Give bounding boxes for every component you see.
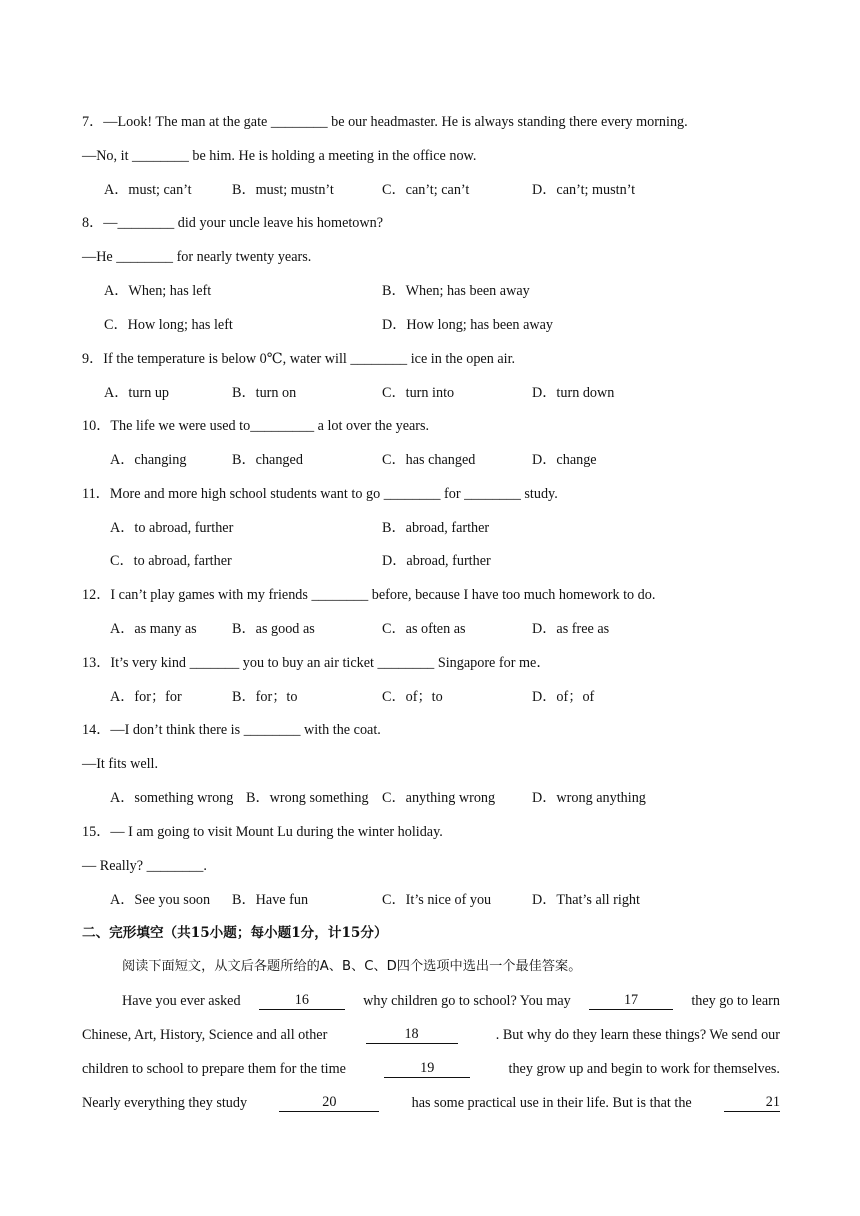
question-14-option-a: A．something wrong [110,790,234,806]
question-15-option-c: C．It’s nice of you [382,892,492,908]
question-12-option-b: B．as good as [232,621,315,637]
question-10-option-b: B．changed [232,452,303,468]
section-2-instruction: 阅读下面短文，从文后各题所给的A、B、C、D四个选项中选出一个最佳答案。 [122,959,582,974]
question-7-prompt: 7．—Look! The man at the gate ________ be our headmaster. He is always standing there every morning. [82,114,688,130]
question-14-reply: —It fits well. [82,756,159,772]
question-14-prompt: 14．—I don’t think there is ________ with the coat. [82,722,381,738]
blank-21: 21 [724,1094,780,1112]
question-11-option-d: D．abroad, further [382,553,491,569]
question-9-prompt: 9．If the temperature is below 0℃, water will ________ ice in the open air. [82,351,516,367]
question-7-option-a: A．must; can’t [104,182,192,198]
question-8-option-b: B．When; has been away [382,283,530,299]
question-10-prompt: 10．The life we were used to_________ a lot over the years. [82,418,430,434]
question-12-option-a: A．as many as [110,621,197,637]
question-12-prompt: 12．I can’t play games with my friends ________ before, because I have too much homework to do. [82,587,656,603]
passage-line-3 [82,1060,780,1078]
passage-line-2 [82,1026,780,1044]
question-10-option-a: A．changing [110,452,187,468]
question-10-option-c: C．has changed [382,452,476,468]
question-14-option-c: C．anything wrong [382,790,496,806]
section-2-heading: 二、完形填空（共15小题；每小题1分，计15分） [82,925,388,941]
question-12-option-c: C．as often as [382,621,466,637]
question-9-option-c: C．turn into [382,385,455,401]
question-15-prompt: 15．— I am going to visit Mount Lu during the winter holiday. [82,824,443,840]
question-13-option-a: A．for；for [110,689,182,705]
passage-text: . But why do they learn these things? We send our [495,1027,780,1043]
question-11-option-c: C．to abroad, farther [110,553,232,569]
passage-text: children to school to prepare them for the time [82,1061,346,1077]
question-8-option-c: C．How long; has left [104,317,233,333]
passage-text: Have you ever asked [122,993,241,1009]
question-15-option-b: B．Have fun [232,892,309,908]
question-7-option-c: C．can’t; can’t [382,182,470,198]
question-9-option-b: B．turn on [232,385,297,401]
passage-text: they grow up and begin to work for themselves. [508,1061,780,1077]
question-9-option-a: A．turn up [104,385,170,401]
question-10-option-d: D．change [532,452,597,468]
blank-20: 20 [279,1094,379,1112]
passage-line-1 [122,992,780,1010]
question-12-option-d: D．as free as [532,621,610,637]
blank-19: 19 [384,1060,470,1078]
question-13-prompt: 13．It’s very kind _______ you to buy an air ticket ________ Singapore for me． [82,655,551,671]
question-8-option-a: A．When; has left [104,283,212,299]
passage-text: has some practical use in their life. But is that the [411,1095,692,1111]
question-8-prompt: 8．—________ did your uncle leave his hometown? [82,215,384,231]
question-13-option-d: D．of；of [532,689,595,705]
question-9-option-d: D．turn down [532,385,615,401]
question-15-reply: — Really? ________. [82,858,207,874]
question-11-option-b: B．abroad, farther [382,520,490,536]
question-11-option-a: A．to abroad, further [110,520,234,536]
question-7-reply: —No, it ________ be him. He is holding a meeting in the office now. [82,148,477,164]
question-11-prompt: 11．More and more high school students want to go ________ for ________ study. [82,486,558,502]
question-8-reply: —He ________ for nearly twenty years. [82,249,312,265]
passage-text: why children go to school? You may [363,993,571,1009]
question-14-option-b: B．wrong something [246,790,369,806]
question-13-option-c: C．of；to [382,689,443,705]
question-7-option-b: B．must; mustn’t [232,182,334,198]
question-15-option-d: D．That’s all right [532,892,640,908]
question-8-option-d: D．How long; has been away [382,317,553,333]
passage-text: Chinese, Art, History, Science and all other [82,1027,328,1043]
blank-18: 18 [366,1026,458,1044]
blank-17: 17 [589,992,673,1010]
passage-line-4 [82,1094,780,1112]
blank-16: 16 [259,992,345,1010]
passage-text: Nearly everything they study [82,1095,248,1111]
question-7-option-d: D．can’t; mustn’t [532,182,636,198]
passage-text: they go to learn [691,993,780,1009]
question-13-option-b: B．for；to [232,689,298,705]
question-14-option-d: D．wrong anything [532,790,646,806]
question-15-option-a: A．See you soon [110,892,211,908]
